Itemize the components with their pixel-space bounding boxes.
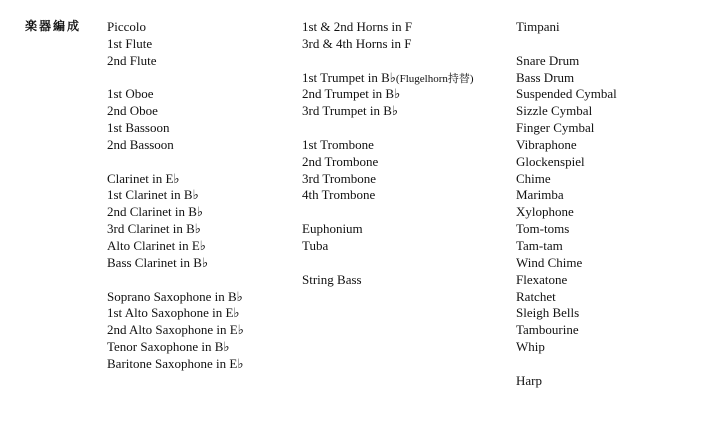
spacer bbox=[302, 53, 474, 70]
instrument-item: Finger Cymbal bbox=[516, 120, 595, 136]
spacer bbox=[302, 120, 474, 137]
instrument-item: Tuba bbox=[302, 237, 329, 253]
instrument-item: Timpani bbox=[516, 19, 560, 34]
instrument-item: 2nd Flute bbox=[107, 52, 157, 68]
instrument-item: Baritone Saxophone in E♭ bbox=[107, 355, 244, 371]
spacer bbox=[516, 36, 617, 53]
instrument-item: String Bass bbox=[302, 271, 362, 287]
instrument-item bbox=[302, 70, 474, 87]
spacer bbox=[302, 255, 474, 272]
instrument-item: Glockenspiel bbox=[516, 153, 585, 169]
spacer bbox=[516, 356, 617, 373]
instrument-item: 2nd Clarinet in B♭ bbox=[107, 204, 204, 220]
instrument-item: Soprano Saxophone in B♭ bbox=[107, 288, 243, 304]
spacer bbox=[302, 204, 474, 221]
spacer bbox=[107, 272, 244, 289]
instrument-item: 1st Bassoon bbox=[107, 120, 170, 136]
instrument-item: 1st Oboe bbox=[107, 86, 154, 102]
instrument-item: 4th Trombone bbox=[302, 187, 376, 203]
instrument-item: Sizzle Cymbal bbox=[516, 103, 593, 119]
instrument-item: 1st Clarinet in B♭ bbox=[107, 187, 199, 203]
instrument-item: 1st Trombone bbox=[302, 136, 374, 152]
instrument-item: Chime bbox=[516, 170, 551, 186]
brass-column bbox=[302, 19, 474, 289]
instrument-item: 1st Alto Saxophone in E♭ bbox=[107, 305, 240, 321]
instrument-item: Bass Drum bbox=[516, 69, 575, 85]
instrument-name: 1st Trumpet in B♭ bbox=[302, 69, 396, 85]
instrument-item: Snare Drum bbox=[516, 52, 580, 68]
instrument-item: Piccolo bbox=[107, 19, 146, 34]
instrument-item: Sleigh Bells bbox=[516, 305, 580, 321]
instrument-item: Tam-tam bbox=[516, 237, 563, 253]
instrument-item: 1st & 2nd Horns in F bbox=[302, 19, 413, 34]
instrument-item: 2nd Bassoon bbox=[107, 136, 174, 152]
instrument-item: Euphonium bbox=[302, 221, 363, 237]
instrument-item: Xylophone bbox=[516, 204, 574, 220]
instrument-item: Ratchet bbox=[516, 288, 556, 304]
instrument-item: 1st Flute bbox=[107, 35, 153, 51]
doubling-note: (Flugelhorn持替) bbox=[395, 72, 474, 85]
instrument-item: Vibraphone bbox=[516, 136, 577, 152]
instrument-item: Suspended Cymbal bbox=[516, 86, 617, 102]
instrumentation-heading: 楽器編成 bbox=[25, 19, 82, 33]
instrument-item: Tambourine bbox=[516, 322, 579, 338]
woodwind-column bbox=[107, 19, 244, 373]
instrument-item: Alto Clarinet in E♭ bbox=[107, 237, 206, 253]
instrument-item: 3rd Trumpet in B♭ bbox=[302, 103, 399, 119]
instrument-item: Flexatone bbox=[516, 271, 568, 287]
instrument-item: Tenor Saxophone in B♭ bbox=[107, 339, 230, 355]
instrument-item: Wind Chime bbox=[516, 254, 583, 270]
instrument-item: 2nd Trombone bbox=[302, 153, 379, 169]
instrument-item: 3rd & 4th Horns in F bbox=[302, 35, 412, 51]
instrument-item: Whip bbox=[516, 339, 545, 355]
instrument-item: Tom-toms bbox=[516, 221, 570, 237]
instrument-item: 2nd Oboe bbox=[107, 103, 158, 119]
spacer bbox=[107, 154, 244, 171]
instrument-item: Clarinet in E♭ bbox=[107, 170, 180, 186]
instrument-item: 2nd Alto Saxophone in E♭ bbox=[107, 322, 244, 338]
percussion-column bbox=[516, 19, 617, 390]
instrument-item: Bass Clarinet in B♭ bbox=[107, 254, 209, 270]
spacer bbox=[107, 70, 244, 87]
instrument-item: Marimba bbox=[516, 187, 564, 203]
instrument-item: 3rd Trombone bbox=[302, 170, 377, 186]
instrument-item: Harp bbox=[516, 372, 542, 388]
instrument-item: 3rd Clarinet in B♭ bbox=[107, 221, 201, 237]
instrument-item: 2nd Trumpet in B♭ bbox=[302, 86, 401, 102]
